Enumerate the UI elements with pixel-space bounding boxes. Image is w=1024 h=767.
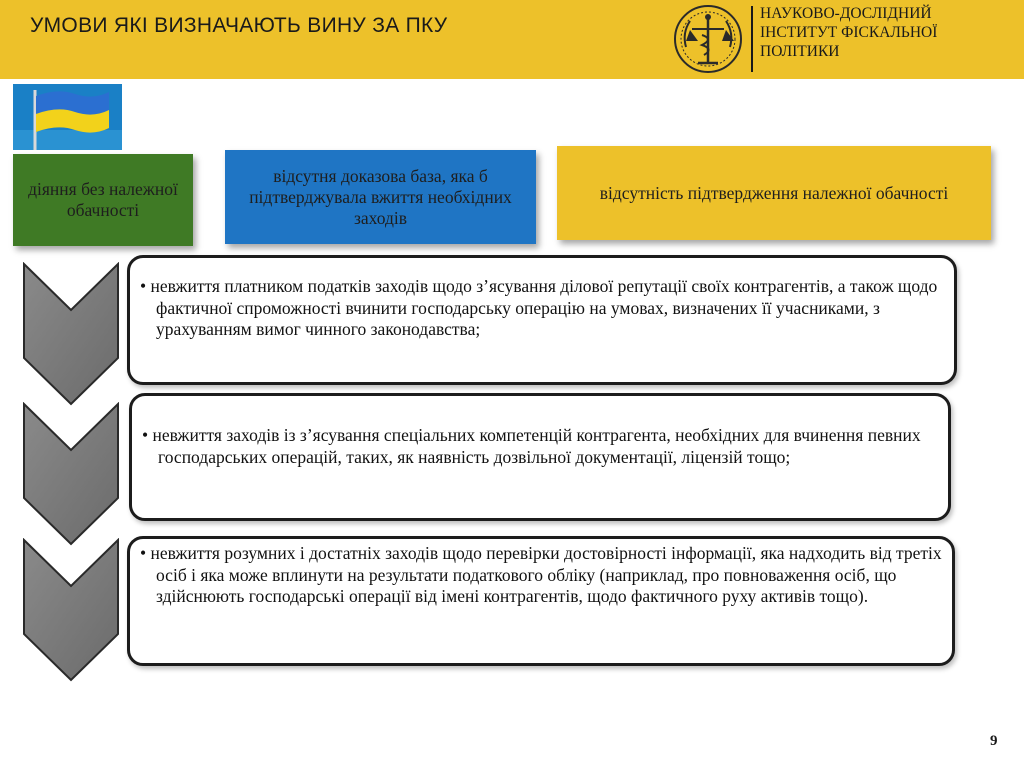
condition-text: • невжиття розумних і достатніх заходів щодо перевірки достовірності інформації, яка надходить від третіх осіб і яка може вплинути на результати податкового обліку (наприклад, про повноваження осіб, що здійснюють господарські операції від імені контрагентів, щодо фактичного руху активів тощо). [140,543,942,606]
condition-text: • невжиття заходів із з’ясування спеціальних компетенцій контрагента, необхідних для вчинення певних господарських операцій, таких, як наявність дозвільної документації, ліцензій тощо; [142,425,921,467]
institute-name-line: НАУКОВО-ДОСЛІДНИЙ [760,5,932,22]
institute-name-line: ІНСТИТУТ ФІСКАЛЬНОЇ [760,24,938,41]
category-label: відсутня доказова база, яка б підтверджувала вжиття необхідних заходів [249,165,512,228]
condition-card [129,393,951,521]
chevron-down-icon [22,538,120,682]
category-label: діяння без належної обачності [28,179,178,220]
header-divider [751,6,753,72]
category-blue-box [225,150,536,244]
chevron-down-icon [22,402,120,546]
institute-name-line: ПОЛІТИКИ [760,43,840,60]
page-title: УМОВИ ЯКІ ВИЗНАЧАЮТЬ ВИНУ ЗА ПКУ [30,14,448,37]
condition-text: • невжиття платником податків заходів щодо з’ясування ділової репутації своїх контрагентів, а також щодо фактичної спроможності вчинити господарську операцію на умовах, визначених її учасниками, з урахуванням вимог чинного законодавства; [140,276,938,339]
page-number: 9 [990,733,998,749]
category-yellow-box [557,146,991,240]
institute-name [760,4,1000,61]
ukraine-flag-icon [13,84,122,150]
chevron-down-icon [22,262,120,406]
category-green-box [13,154,193,246]
institute-emblem-icon [672,3,744,75]
condition-card [127,536,955,666]
category-label: відсутність підтвердження належної обачності [599,182,949,203]
condition-card [127,255,957,385]
header-bar [0,0,1024,79]
